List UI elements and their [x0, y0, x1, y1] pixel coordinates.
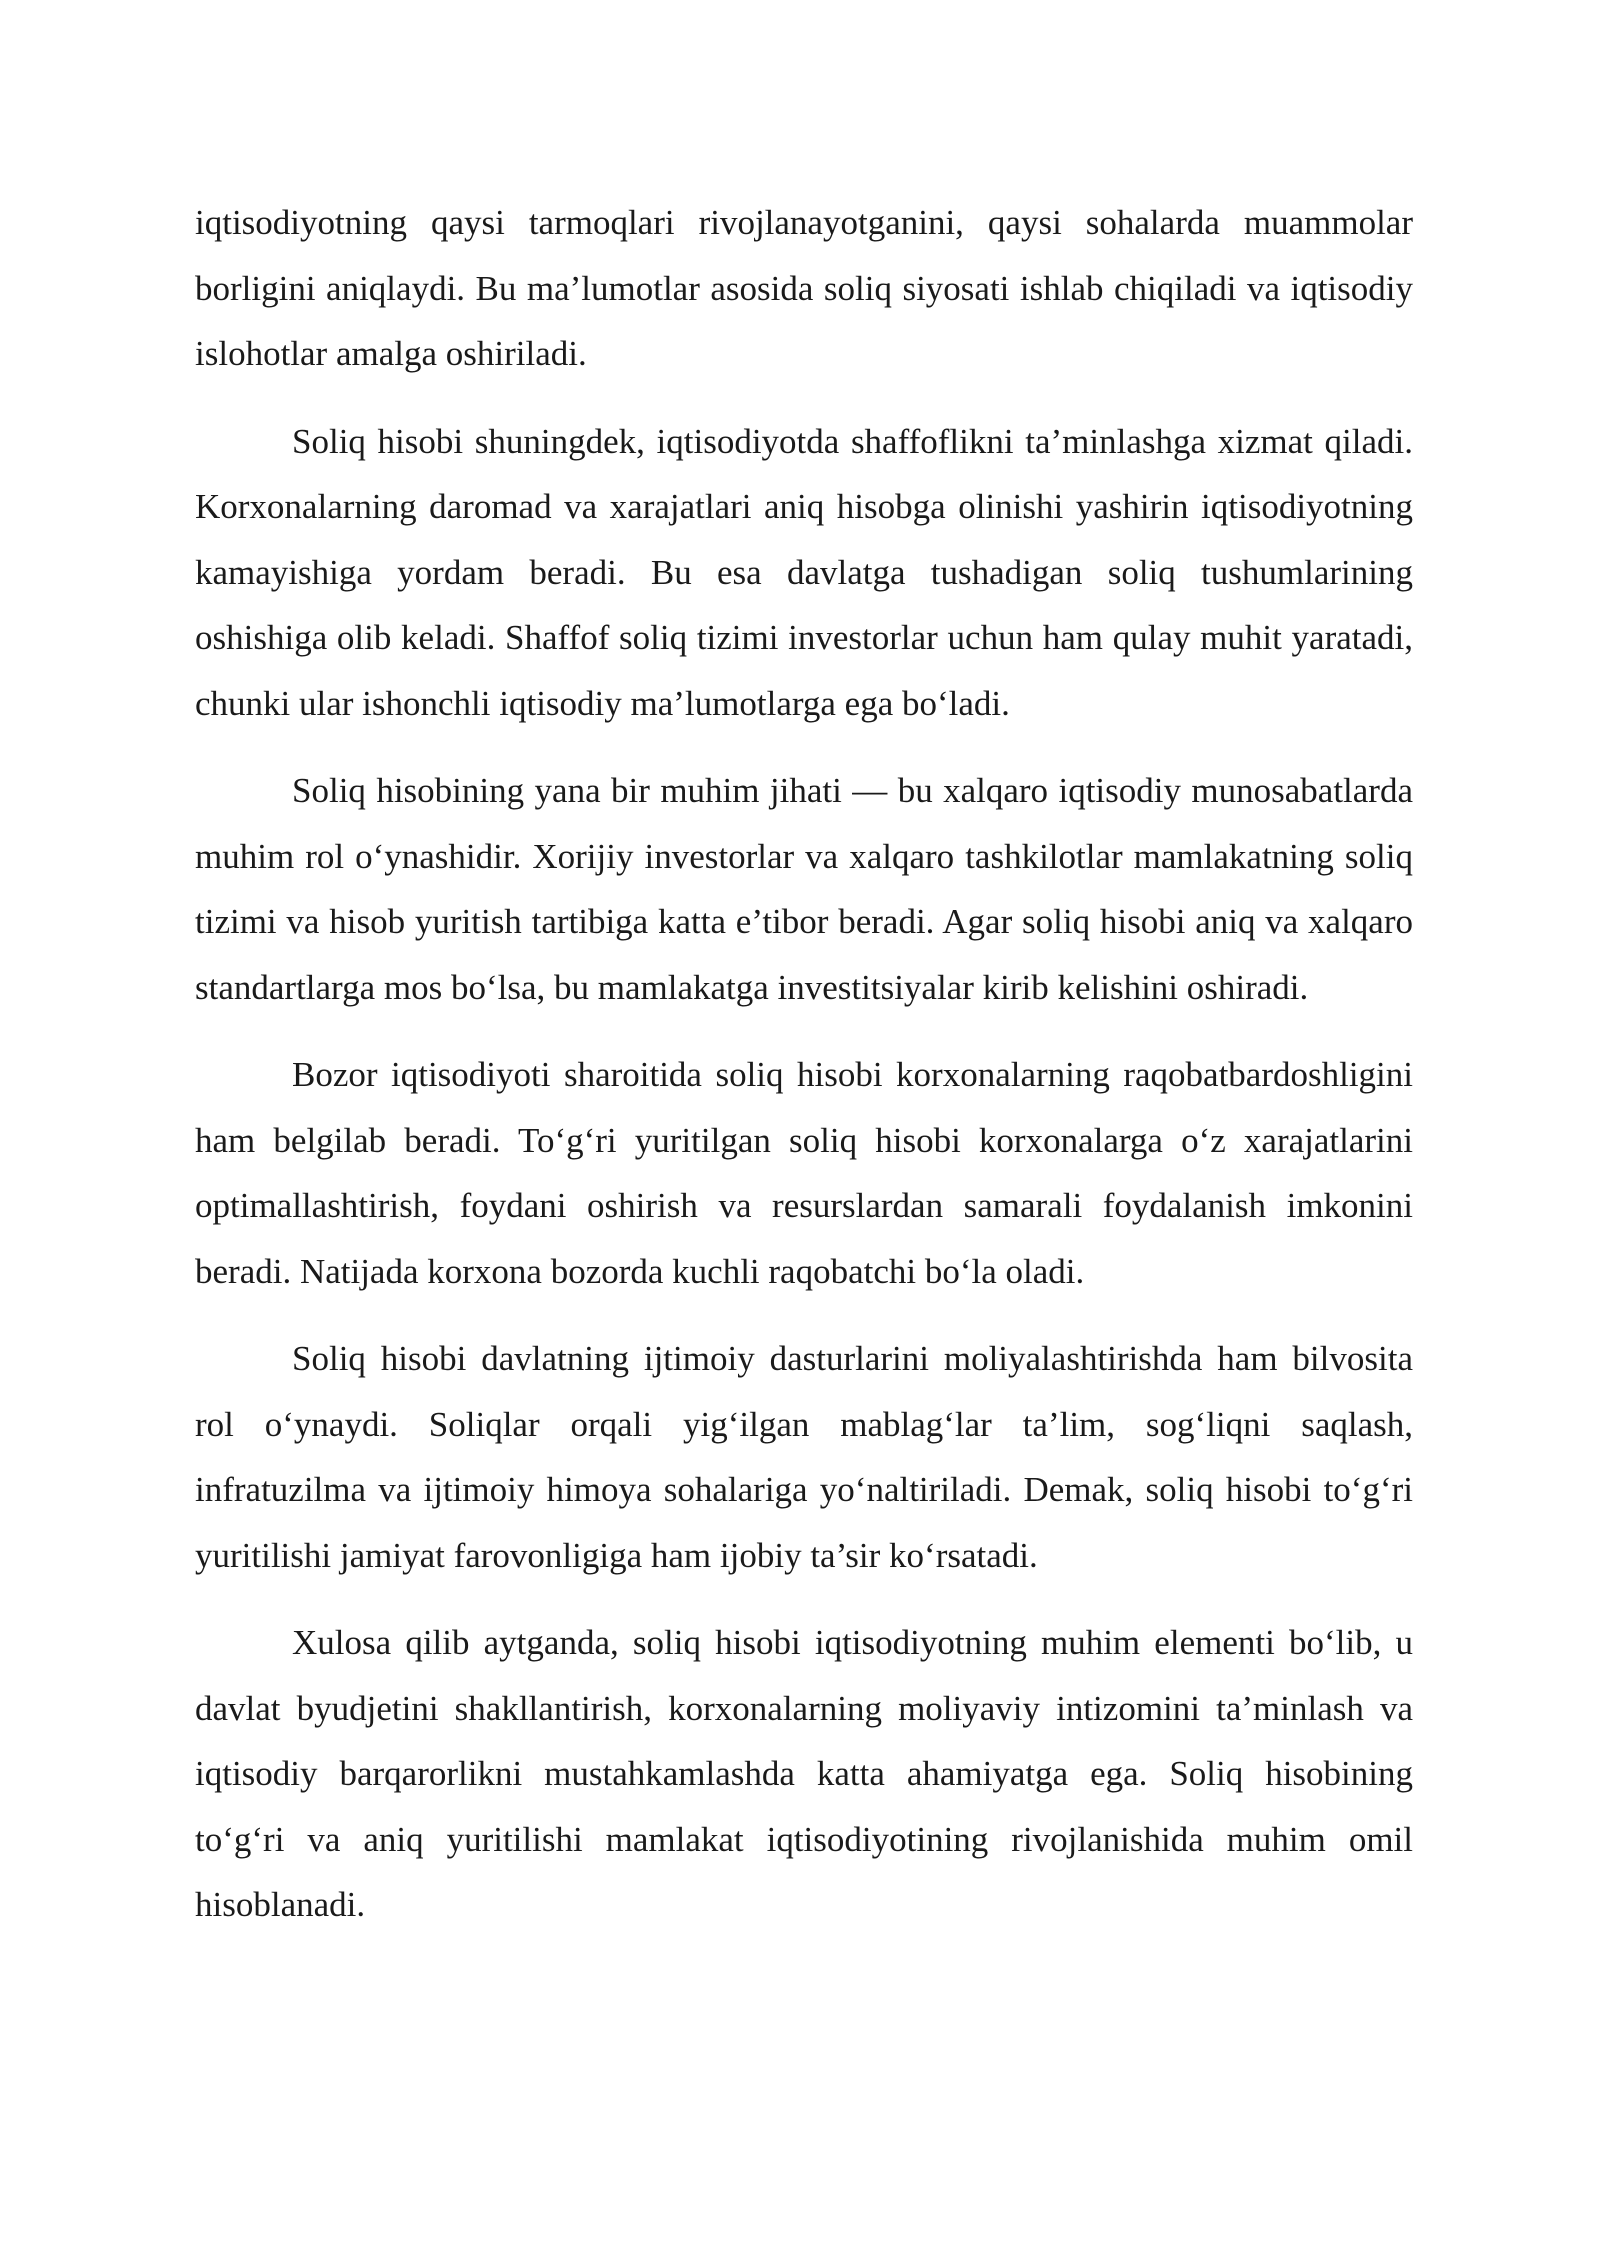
paragraph-international-relations: Soliq hisobining yana bir muhim jihati — bu xalqaro iqtisodiy munosabatlarda muhim rol o‘ynashidir. Xorijiy investorlar va xalqaro tashkilotlar mamlakatning soliq tizimi va hisob yuritish tartibiga katta e’tibor beradi. Agar soliq hisobi aniq va xalqaro standartlarga mos bo‘lsa, bu mamlakatga investitsiyalar kirib kelishini oshiradi. — [195, 771, 1413, 1007]
paragraph-continuation: iqtisodiyotning qaysi tarmoqlari rivojlanayotganini, qaysi sohalarda muammolar borligini aniqlaydi. Bu ma’lumotlar asosida soliq siyosati ishlab chiqiladi va iqtisodiy islohotlar amalga oshiriladi. — [195, 203, 1413, 373]
paragraph-conclusion: Xulosa qilib aytganda, soliq hisobi iqtisodiyotning muhim elementi bo‘lib, u davlat byudjetini shakllantirish, korxonalarning moliyaviy intizomini ta’minlash va iqtisodiy barqarorlikni mustahkamlashda katta ahamiyatga ega. Soliq hisobining to‘g‘ri va aniq yuritilishi mamlakat iqtisodiyotining rivojlanishida muhim omil hisoblanadi. — [195, 1623, 1413, 1924]
paragraph-competitiveness: Bozor iqtisodiyoti sharoitida soliq hisobi korxonalarning raqobatbardoshligini ham belgilab beradi. To‘g‘ri yuritilgan soliq hisobi korxonalarga o‘z xarajatlarini optimallashtirish, foydani oshirish va resurslardan samarali foydalanish imkonini beradi. Natijada korxona bozorda kuchli raqobatchi bo‘la oladi. — [195, 1055, 1413, 1291]
document-body — [195, 190, 1413, 1960]
paragraph-transparency: Soliq hisobi shuningdek, iqtisodiyotda shaffoflikni ta’minlashga xizmat qiladi. Korxonalarning daromad va xarajatlari aniq hisobga olinishi yashirin iqtisodiyotning kamayishiga yordam beradi. Bu esa davlatga tushadigan soliq tushumlarining oshishiga olib keladi. Shaffof soliq tizimi investorlar uchun ham qulay muhit yaratadi, chunki ular ishonchli iqtisodiy ma’lumotlarga ega bo‘ladi. — [195, 421, 1413, 723]
paragraph-social-programs: Soliq hisobi davlatning ijtimoiy dasturlarini moliyalashtirishda ham bilvosita rol o‘ynaydi. Soliqlar orqali yig‘ilgan mablag‘lar ta’lim, sog‘liqni saqlash, infratuzilma va ijtimoiy himoya sohalariga yo‘naltiriladi. Demak, soliq hisobi to‘g‘ri yuritilishi jamiyat farovonligiga ham ijobiy ta’sir ko‘rsatadi. — [195, 1339, 1413, 1575]
